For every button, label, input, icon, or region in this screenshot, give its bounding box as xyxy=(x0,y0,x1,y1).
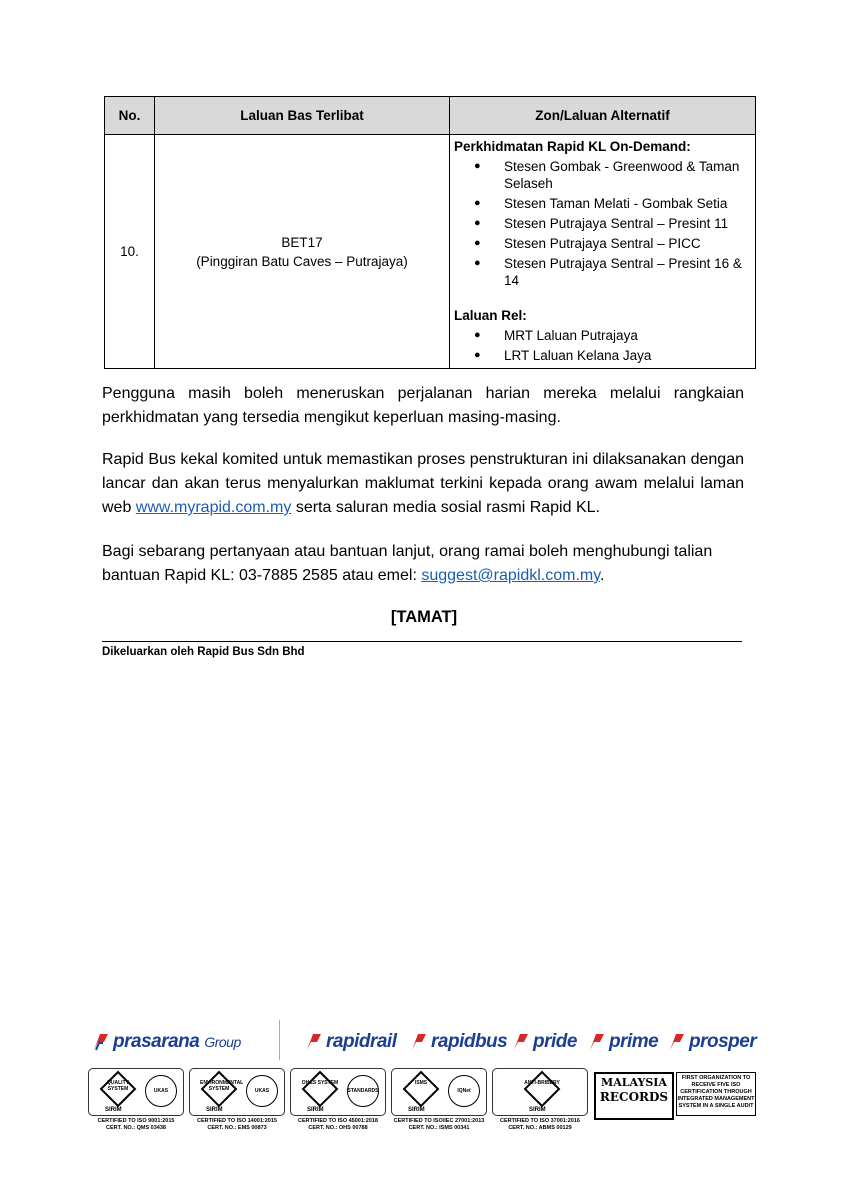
rapid-mark-icon xyxy=(512,1032,530,1052)
list-item: ● Stesen Gombak - Greenwood & Taman Selaseh xyxy=(474,159,740,191)
table-header-row xyxy=(105,97,756,135)
table-row xyxy=(105,135,756,369)
iqnet-badge: IQNet xyxy=(448,1075,480,1107)
sirim-diamond-icon xyxy=(524,1071,561,1108)
row-number: 10. xyxy=(105,135,155,369)
route-table xyxy=(104,96,756,369)
rapid-mark-icon xyxy=(668,1032,686,1052)
list-item: ● Stesen Putrajaya Sentral – Presint 16 & 14 xyxy=(474,256,742,288)
alternative-cell xyxy=(450,135,756,369)
bullet-icon: ● xyxy=(474,329,481,341)
email-link[interactable]: suggest@rapidkl.com.my xyxy=(421,567,601,584)
standards-badge: STANDARDS xyxy=(347,1075,379,1107)
ondemand-heading: Perkhidmatan Rapid KL On-Demand: xyxy=(454,139,691,154)
route-name: (Pinggiran Batu Caves – Putrajaya) xyxy=(196,253,408,269)
rail-list xyxy=(454,327,751,364)
list-item: ● Stesen Taman Melati - Gombak Setia xyxy=(474,196,728,211)
list-item: ● LRT Laluan Kelana Jaya xyxy=(474,348,652,363)
record-description: FIRST ORGANIZATION TO RECEIVE FIVE ISO CERTIFICATION THROUGH INTEGRATED MANAGEMENT SYSTEM IN A SINGLE AUDIT xyxy=(676,1072,756,1116)
rapid-mark-icon xyxy=(410,1032,428,1052)
route-cell xyxy=(155,135,450,369)
cert-quality: QUALITY SYSTEM SIRIM UKAS CERTIFIED TO ISO 9001:2015 CERT. NO.: QMS 03438 xyxy=(88,1068,184,1132)
prime-logo: prime xyxy=(588,1028,658,1056)
ondemand-list xyxy=(454,158,751,289)
rail-heading: Laluan Rel: xyxy=(454,308,527,323)
issuer-text: Dikeluarkan oleh Rapid Bus Sdn Bhd xyxy=(102,646,305,658)
bullet-icon: ● xyxy=(474,160,481,172)
route-code: BET17 xyxy=(281,234,323,250)
paragraph-2: Rapid Bus kekal komited untuk memastikan proses penstrukturan ini dilaksanakan dengan lancar dan akan terus menyalurkan maklumat terkini kepada orang awam melalui laman web www.myrapid.com.my serta saluran media sosial rasmi Rapid KL. xyxy=(102,451,744,516)
header-alternative: Zon/Laluan Alternatif xyxy=(450,97,756,135)
rapidbus-logo: rapidbus xyxy=(410,1028,507,1056)
paragraph-1: Pengguna masih boleh meneruskan perjalanan harian mereka melalui rangkaian perkhidmatan yang tersedia mengikut keperluan masing-masing. xyxy=(102,385,744,426)
header-route: Laluan Bas Terlibat xyxy=(155,97,450,135)
list-item: ● Stesen Putrajaya Sentral – Presint 11 xyxy=(474,216,729,231)
logo-divider xyxy=(279,1020,280,1060)
bullet-icon: ● xyxy=(474,197,481,209)
sirim-diamond-icon xyxy=(403,1071,440,1108)
end-marker: [TAMAT] xyxy=(390,608,458,626)
list-item: ● Stesen Putrajaya Sentral – PICC xyxy=(474,236,701,251)
bullet-icon: ● xyxy=(474,217,481,229)
website-link[interactable]: www.myrapid.com.my xyxy=(135,499,292,516)
header-no: No. xyxy=(105,97,155,135)
rapid-mark-icon xyxy=(305,1032,323,1052)
prasarana-logo: prasarana Group xyxy=(92,1028,241,1056)
sirim-diamond-icon xyxy=(302,1071,339,1108)
prasarana-mark-icon xyxy=(92,1032,110,1052)
brand-logo-row xyxy=(0,1018,848,1064)
list-item: ● MRT Laluan Putrajaya xyxy=(474,328,638,343)
cert-anti-bribery: ANTI-BRIBERY SIRIM CERTIFIED TO ISO 37001:2016 CERT. NO.: ABMS 00129 xyxy=(492,1068,588,1132)
cert-environmental: ENVIRONMENTAL SYSTEM SIRIM UKAS CERTIFIED TO ISO 14001:2015 CERT. NO.: EMS 00873 xyxy=(189,1068,285,1132)
ukas-badge: UKAS xyxy=(246,1075,278,1107)
cert-isms: ISMS SIRIM IQNet CERTIFIED TO ISO/IEC 27001:2013 CERT. NO.: ISMS 00341 xyxy=(391,1068,487,1132)
rapid-mark-icon xyxy=(588,1032,606,1052)
bullet-icon: ● xyxy=(474,237,481,249)
ukas-badge: UKAS xyxy=(145,1075,177,1107)
rapidrail-logo: rapidrail xyxy=(305,1028,396,1056)
divider-line xyxy=(102,641,742,642)
bullet-icon: ● xyxy=(474,349,481,361)
cert-ohs: OH&S SYSTEM SIRIM STANDARDS CERTIFIED TO ISO 45001:2018 CERT. NO.: OHS 00788 xyxy=(290,1068,386,1132)
pride-logo: pride xyxy=(512,1028,577,1056)
bullet-icon: ● xyxy=(474,257,481,269)
paragraph-3: Bagi sebarang pertanyaan atau bantuan lanjut, orang ramai boleh menghubungi talian bantuan Rapid KL: 03-7885 2585 atau emel: suggest@rapidkl.com.my. xyxy=(102,543,713,584)
prosper-logo: prosper xyxy=(668,1028,756,1056)
malaysia-book-of-records-logo: MALAYSIA RECORDS xyxy=(594,1072,674,1120)
